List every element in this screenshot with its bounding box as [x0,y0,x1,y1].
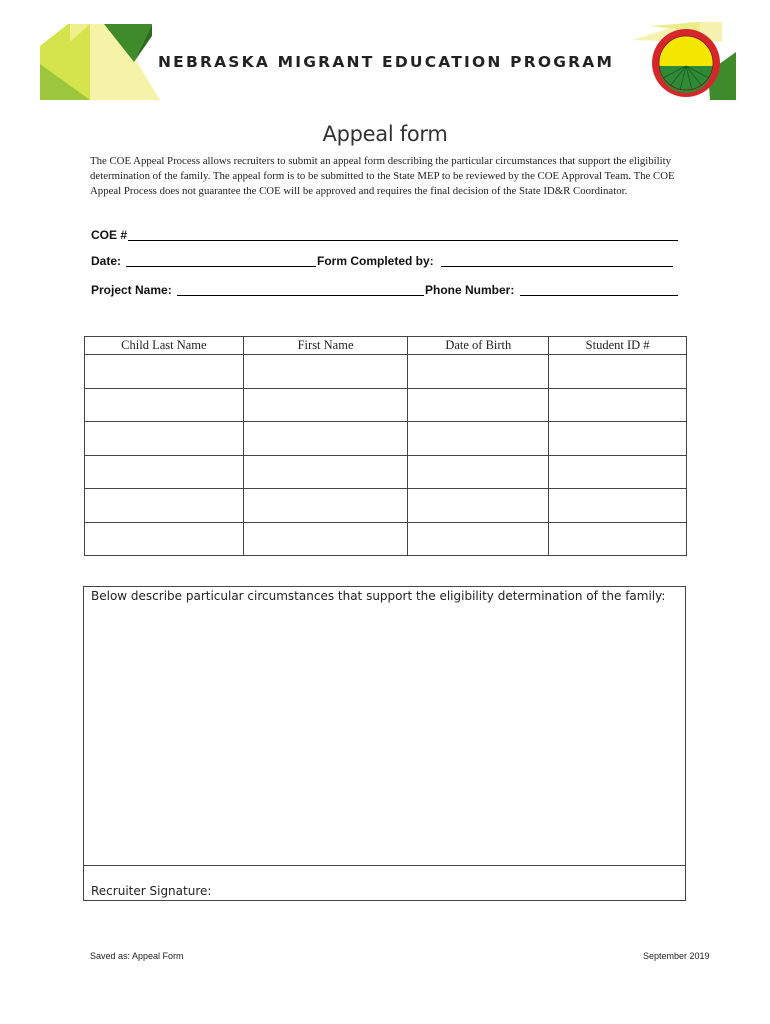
recruiter-signature-label: Recruiter Signature: [91,884,212,898]
column-header: First Name [243,337,408,355]
table-cell[interactable] [408,522,549,556]
table-cell[interactable] [549,522,687,556]
coe-label: COE # [91,228,128,242]
table-cell[interactable] [408,422,549,456]
table-row [85,422,687,456]
coe-input[interactable] [128,240,678,241]
children-table [84,336,687,556]
table-header-row [85,337,687,355]
column-header: Child Last Name [85,337,244,355]
table-cell[interactable] [85,355,244,389]
table-cell[interactable] [243,522,408,556]
table-cell[interactable] [85,489,244,523]
table-cell[interactable] [85,422,244,456]
table-cell[interactable] [549,455,687,489]
project-name-input[interactable] [177,295,424,296]
table-row [85,388,687,422]
project-name-label: Project Name: [91,283,172,297]
program-title: NEBRASKA MIGRANT EDUCATION PROGRAM [158,53,615,71]
table-cell[interactable] [243,355,408,389]
table-cell[interactable] [549,355,687,389]
footer-date: September 2019 [643,951,710,961]
table-cell[interactable] [85,522,244,556]
table-cell[interactable] [408,489,549,523]
table-cell[interactable] [85,388,244,422]
table-cell[interactable] [549,388,687,422]
table-cell[interactable] [243,489,408,523]
table-cell[interactable] [243,455,408,489]
table-cell[interactable] [243,422,408,456]
completed-by-input[interactable] [441,266,673,267]
table-cell[interactable] [408,355,549,389]
program-logo-right [630,22,736,100]
table-cell[interactable] [549,422,687,456]
date-input[interactable] [126,266,316,267]
date-label: Date: [91,254,122,268]
table-cell[interactable] [85,455,244,489]
signature-divider [83,865,686,866]
table-cell[interactable] [549,489,687,523]
table-cell[interactable] [408,455,549,489]
circumstances-box[interactable] [83,586,686,901]
table-cell[interactable] [408,388,549,422]
table-row [85,355,687,389]
phone-input[interactable] [520,295,678,296]
table-row [85,522,687,556]
circumstances-label: Below describe particular circumstances that support the eligibility determination of the family: [91,589,666,603]
program-logo-left [40,24,160,100]
column-header: Date of Birth [408,337,549,355]
table-row [85,455,687,489]
table-cell[interactable] [243,388,408,422]
page-title: Appeal form [322,122,448,146]
intro-paragraph: The COE Appeal Process allows recruiters to submit an appeal form describing the particular circumstances that support the eligibility determination of the family. The appeal form is to be submitted to the State MEP to be reviewed by the COE Approval Team. The COE Appeal Process does not guarantee the COE will be approved and requires the final decision of the State ID&R Coordinator. [90,155,675,198]
footer-saved-as: Saved as: Appeal Form [90,951,184,961]
table-row [85,489,687,523]
column-header: Student ID # [549,337,687,355]
phone-label: Phone Number: [425,283,515,297]
completed-by-label: Form Completed by: [317,254,434,268]
